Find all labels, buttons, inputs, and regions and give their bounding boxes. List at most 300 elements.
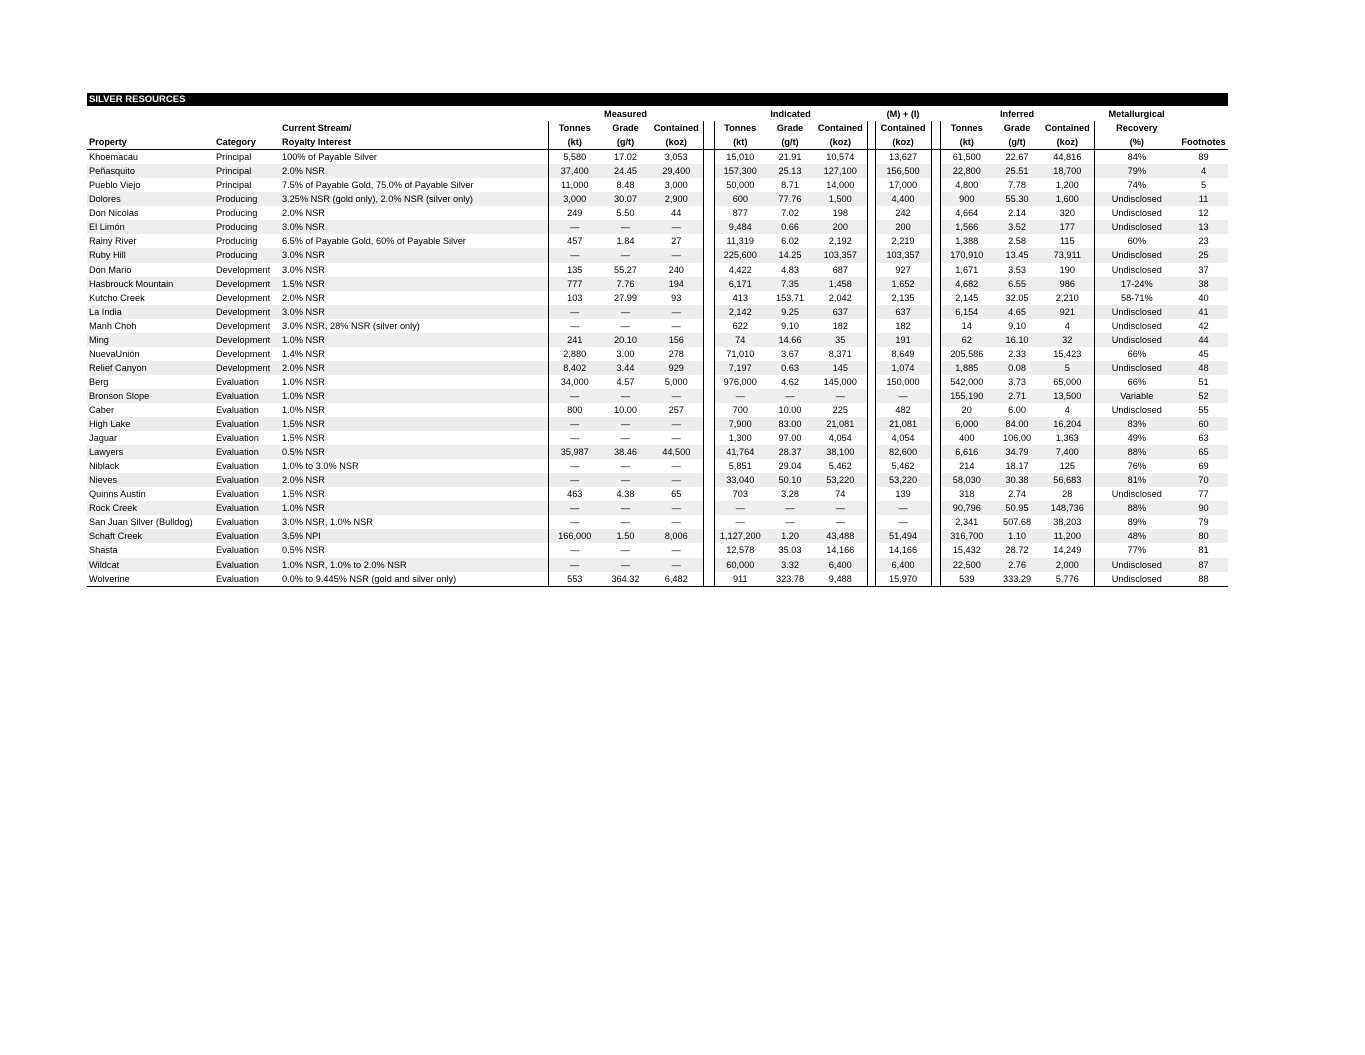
cell-mi-contained: 2,135 <box>875 291 931 305</box>
cell-measured-tonnes: — <box>548 459 601 473</box>
cell-measured-contained: — <box>650 319 703 333</box>
cell-measured-grade: 4.57 <box>616 376 635 387</box>
cell-indicated-contained: 637 <box>814 305 867 319</box>
cell-category: Development <box>216 348 271 359</box>
cell-inferred-contained: 56,683 <box>1041 473 1094 487</box>
cell-inferred-grade: 28.72 <box>1005 545 1029 556</box>
cell-recovery: Undisclosed <box>1094 192 1179 206</box>
cell-category: Evaluation <box>216 376 259 387</box>
cell-category: Development <box>216 320 271 331</box>
cell-mi-contained: 5,462 <box>875 459 931 473</box>
cell-mi-contained: 4,054 <box>875 431 931 445</box>
cell-mi-contained: 2,219 <box>875 234 931 248</box>
cell-mi-contained: 53,220 <box>875 473 931 487</box>
cell-recovery: 49% <box>1127 433 1146 444</box>
cell-footnote: 81 <box>1198 545 1209 556</box>
cell-inferred-contained: 11,200 <box>1041 529 1094 543</box>
cell-recovery: Undisclosed <box>1094 248 1179 262</box>
table-row <box>87 305 1228 319</box>
cell-measured-contained: — <box>650 459 703 473</box>
cell-measured-grade: — <box>601 305 650 319</box>
cell-indicated-grade: 0.66 <box>766 220 814 234</box>
cell-indicated-tonnes: 2,142 <box>714 305 766 319</box>
cell-indicated-tonnes: 157,300 <box>714 164 766 178</box>
cell-indicated-grade: 14.25 <box>766 248 814 262</box>
cell-inferred-contained: 18,700 <box>1041 164 1094 178</box>
cell-indicated-grade: 35.03 <box>778 545 802 556</box>
cell-inferred-tonnes: 22,800 <box>940 164 993 178</box>
cell-inferred-tonnes: 1,885 <box>940 361 993 375</box>
cell-inferred-tonnes: 2,341 <box>940 515 993 529</box>
cell-inferred-tonnes: 214 <box>940 459 993 473</box>
cell-measured-grade: 364.32 <box>601 572 650 587</box>
cell-measured-tonnes: 553 <box>548 572 601 587</box>
cell-footnote: 4 <box>1179 164 1228 178</box>
cell-inferred-contained: 7,400 <box>1041 445 1094 459</box>
cell-measured-contained: 6,482 <box>650 572 703 587</box>
cell-recovery: 84% <box>1127 152 1146 163</box>
cell-measured-tonnes: 34,000 <box>548 375 601 389</box>
cell-footnote: 79 <box>1198 517 1209 528</box>
cell-footnote: 89 <box>1198 152 1209 163</box>
cell-indicated-contained: 14,166 <box>814 543 867 557</box>
cell-inferred-grade: 9.10 <box>1008 320 1026 331</box>
cell-inferred-grade: 55.30 <box>993 192 1041 206</box>
cell-inferred-contained: 148,736 <box>1041 501 1094 515</box>
table-row <box>87 501 1228 515</box>
cell-indicated-grade: 7.02 <box>781 208 799 219</box>
table-row <box>87 515 1228 529</box>
cell-measured-contained: 156 <box>650 333 703 347</box>
header-category: Category <box>214 135 280 150</box>
cell-indicated-grade: 7.35 <box>766 277 814 291</box>
cell-property: Lawyers <box>87 445 214 459</box>
cell-inferred-grade: 16.10 <box>993 333 1041 347</box>
table-row <box>87 375 1228 389</box>
header-indicated-koz: (koz) <box>814 135 867 150</box>
cell-inferred-tonnes: 20 <box>940 403 993 417</box>
cell-footnote: 37 <box>1198 264 1209 275</box>
cell-inferred-contained: 32 <box>1041 333 1094 347</box>
group-indicated: Indicated <box>770 109 811 119</box>
cell-measured-grade: 4.38 <box>616 489 635 500</box>
cell-inferred-contained: 2,000 <box>1041 558 1094 572</box>
cell-indicated-tonnes: 877 <box>714 206 766 220</box>
header-indicated-tonnes: Tonnes <box>714 121 766 135</box>
cell-indicated-contained: 2,042 <box>814 291 867 305</box>
cell-indicated-grade: — <box>766 501 814 515</box>
cell-inferred-contained: 65,000 <box>1041 375 1094 389</box>
cell-measured-grade: — <box>620 320 631 331</box>
cell-property: San Juan Silver (Bulldog) <box>89 517 193 528</box>
cell-measured-tonnes: — <box>548 389 601 403</box>
cell-recovery: 60% <box>1127 236 1146 247</box>
cell-property: La India <box>87 305 214 319</box>
cell-measured-tonnes: 37,400 <box>548 164 601 178</box>
cell-indicated-tonnes: 11,319 <box>714 234 766 248</box>
cell-indicated-tonnes: 976,000 <box>714 375 766 389</box>
table-row <box>87 572 1228 587</box>
cell-inferred-grade: 18.17 <box>1005 461 1029 472</box>
cell-inferred-tonnes: 1,671 <box>940 263 993 277</box>
cell-indicated-contained: 8,371 <box>814 347 867 361</box>
cell-inferred-grade: 13.45 <box>993 248 1041 262</box>
cell-measured-grade: 17.02 <box>614 152 637 163</box>
table-row <box>87 178 1228 192</box>
cell-indicated-tonnes: 74 <box>714 333 766 347</box>
cell-royalty-interest: 1.0% NSR <box>282 376 325 387</box>
cell-measured-tonnes: — <box>548 248 601 262</box>
cell-indicated-tonnes: — <box>714 501 766 515</box>
cell-measured-grade: 5.50 <box>616 208 635 219</box>
cell-indicated-grade: 50.10 <box>766 473 814 487</box>
cell-indicated-grade: 25.13 <box>766 164 814 178</box>
header-row-groups <box>87 107 1228 121</box>
cell-property: Ming <box>87 333 214 347</box>
cell-inferred-contained: 115 <box>1041 234 1094 248</box>
silver-resources-table <box>87 107 1228 587</box>
cell-royalty-interest: 2.0% NSR <box>280 361 548 375</box>
cell-category: Evaluation <box>214 529 280 543</box>
cell-property: NuevaUnión <box>89 348 140 359</box>
cell-footnote: 55 <box>1198 404 1209 415</box>
cell-indicated-contained: — <box>814 389 867 403</box>
cell-recovery: Undisclosed <box>1111 489 1162 500</box>
cell-footnote: 38 <box>1179 277 1228 291</box>
cell-indicated-contained: 6,400 <box>814 558 867 572</box>
cell-measured-tonnes: — <box>548 417 601 431</box>
cell-measured-tonnes: 463 <box>548 487 601 501</box>
cell-measured-contained: 27 <box>650 234 703 248</box>
cell-inferred-contained: 14,249 <box>1041 543 1094 557</box>
cell-property: El Limón <box>87 220 214 234</box>
cell-inferred-contained: 190 <box>1041 263 1094 277</box>
table-row <box>87 558 1228 572</box>
cell-indicated-contained: 35 <box>814 333 867 347</box>
cell-measured-contained: 2,900 <box>650 192 703 206</box>
cell-indicated-tonnes: 622 <box>714 319 766 333</box>
cell-recovery: Undisclosed <box>1094 558 1179 572</box>
cell-royalty-interest: 6.5% of Payable Gold, 60% of Payable Silver <box>282 236 466 247</box>
cell-measured-grade: 24.45 <box>601 164 650 178</box>
cell-property: Jaguar <box>89 433 118 444</box>
cell-indicated-tonnes: 911 <box>714 572 766 587</box>
cell-inferred-contained: 177 <box>1041 220 1094 234</box>
cell-inferred-tonnes: 900 <box>940 192 993 206</box>
cell-indicated-tonnes: 60,000 <box>714 558 766 572</box>
cell-category: Development <box>216 264 271 275</box>
cell-measured-tonnes: — <box>548 319 601 333</box>
cell-indicated-grade: 4.83 <box>781 264 799 275</box>
cell-measured-contained: 3,000 <box>650 178 703 192</box>
cell-measured-contained: — <box>650 515 703 529</box>
cell-mi-contained: 8,649 <box>875 347 931 361</box>
cell-indicated-tonnes: 700 <box>714 403 766 417</box>
cell-indicated-grade: 4.62 <box>781 376 799 387</box>
cell-measured-contained: 8,006 <box>650 529 703 543</box>
cell-indicated-tonnes: 7,197 <box>714 361 766 375</box>
cell-inferred-contained: 1,363 <box>1041 431 1094 445</box>
cell-indicated-contained: — <box>814 515 867 529</box>
cell-indicated-grade: 9.10 <box>781 320 799 331</box>
cell-indicated-tonnes: 15,010 <box>714 150 766 165</box>
cell-recovery: 88% <box>1094 501 1179 515</box>
cell-inferred-contained: 125 <box>1041 459 1094 473</box>
cell-inferred-grade: 4.65 <box>993 305 1041 319</box>
cell-category: Evaluation <box>216 545 259 556</box>
cell-inferred-grade: 25.51 <box>993 164 1041 178</box>
cell-inferred-contained: 1,200 <box>1041 178 1094 192</box>
cell-indicated-tonnes: 9,484 <box>714 220 766 234</box>
group-inferred: Inferred <box>999 109 1035 119</box>
cell-mi-contained: 191 <box>875 333 931 347</box>
cell-inferred-tonnes: 4,800 <box>940 178 993 192</box>
header-measured-contained: Contained <box>650 121 703 135</box>
cell-royalty-interest: 2.0% NSR <box>280 164 548 178</box>
cell-measured-tonnes: 103 <box>548 291 601 305</box>
cell-indicated-grade: 21.91 <box>778 152 802 163</box>
cell-footnote: 25 <box>1179 248 1228 262</box>
cell-indicated-tonnes: 600 <box>714 192 766 206</box>
cell-inferred-tonnes: 4,682 <box>940 277 993 291</box>
cell-indicated-contained: 1,500 <box>814 192 867 206</box>
cell-footnote: 48 <box>1179 361 1228 375</box>
cell-measured-tonnes: 166,000 <box>548 529 601 543</box>
header-measured-gt: (g/t) <box>601 135 650 150</box>
cell-inferred-grade: 30.38 <box>993 473 1041 487</box>
cell-indicated-grade: — <box>766 389 814 403</box>
cell-inferred-tonnes: 22,500 <box>940 558 993 572</box>
cell-inferred-grade: 22.67 <box>1005 152 1029 163</box>
table-row <box>87 248 1228 262</box>
cell-footnote: 51 <box>1198 376 1209 387</box>
cell-royalty-interest: 1.0% NSR <box>280 389 548 403</box>
cell-measured-grade: 30.07 <box>601 192 650 206</box>
cell-inferred-grade: 2.76 <box>993 558 1041 572</box>
cell-property: High Lake <box>87 417 214 431</box>
cell-category: Producing <box>216 208 258 219</box>
cell-indicated-contained: 225 <box>814 403 867 417</box>
header-inferred-koz: (koz) <box>1041 135 1094 150</box>
cell-indicated-tonnes: 12,578 <box>714 543 766 557</box>
cell-inferred-contained: 4 <box>1041 319 1094 333</box>
cell-royalty-interest: 1.4% NSR <box>282 348 325 359</box>
cell-category: Evaluation <box>214 501 280 515</box>
table-row <box>87 431 1228 445</box>
cell-measured-contained: — <box>650 558 703 572</box>
cell-indicated-contained: 1,458 <box>814 277 867 291</box>
cell-inferred-tonnes: 62 <box>940 333 993 347</box>
cell-category: Producing <box>214 192 280 206</box>
cell-mi-contained: 242 <box>875 206 931 220</box>
cell-recovery: Undisclosed <box>1094 361 1179 375</box>
cell-measured-contained: — <box>650 248 703 262</box>
cell-category: Development <box>214 333 280 347</box>
header-recovery: Recovery <box>1116 123 1158 134</box>
cell-footnote: 45 <box>1198 348 1209 359</box>
cell-royalty-interest: 1.5% NSR <box>282 433 325 444</box>
table-row <box>87 333 1228 347</box>
cell-measured-tonnes: 800 <box>548 403 601 417</box>
cell-measured-grade: — <box>620 517 631 528</box>
cell-category: Development <box>214 305 280 319</box>
cell-category: Producing <box>214 220 280 234</box>
cell-indicated-contained: 43,488 <box>814 529 867 543</box>
cell-inferred-contained: 5 <box>1041 361 1094 375</box>
cell-measured-tonnes: 11,000 <box>548 178 601 192</box>
cell-inferred-tonnes: 90,796 <box>940 501 993 515</box>
header-indicated-contained: Contained <box>814 121 867 135</box>
cell-recovery: 81% <box>1094 473 1179 487</box>
table-row <box>87 543 1228 557</box>
cell-measured-contained: 240 <box>650 263 703 277</box>
cell-footnote: 41 <box>1179 305 1228 319</box>
cell-inferred-tonnes: 318 <box>940 487 993 501</box>
cell-inferred-grade: 1.10 <box>993 529 1041 543</box>
cell-inferred-grade: 50.95 <box>993 501 1041 515</box>
cell-mi-contained: 156,500 <box>875 164 931 178</box>
table-row <box>87 417 1228 431</box>
cell-inferred-tonnes: 400 <box>940 431 993 445</box>
cell-category: Evaluation <box>214 572 280 587</box>
cell-inferred-grade: 34.79 <box>993 445 1041 459</box>
cell-royalty-interest: 100% of Payable Silver <box>282 152 377 163</box>
cell-measured-contained: — <box>650 305 703 319</box>
cell-property: Khoemacau <box>89 152 139 163</box>
cell-indicated-contained: 127,100 <box>814 164 867 178</box>
cell-measured-grade: — <box>601 558 650 572</box>
cell-measured-contained: 5,000 <box>650 375 703 389</box>
cell-recovery: Variable <box>1094 389 1179 403</box>
cell-mi-contained: 15,970 <box>875 572 931 587</box>
table-row <box>87 319 1228 333</box>
cell-royalty-interest: 3.0% NSR <box>280 305 548 319</box>
cell-property: Berg <box>89 376 109 387</box>
header-measured-tonnes: Tonnes <box>548 121 601 135</box>
cell-mi-contained: 927 <box>875 263 931 277</box>
table-row <box>87 445 1228 459</box>
cell-royalty-interest: 0.5% NSR <box>280 445 548 459</box>
cell-inferred-grade: 6.00 <box>1008 404 1026 415</box>
cell-measured-grade: — <box>601 389 650 403</box>
cell-indicated-grade: — <box>785 517 795 528</box>
cell-inferred-grade: 3.52 <box>993 220 1041 234</box>
cell-measured-contained: — <box>650 431 703 445</box>
cell-indicated-grade: 3.28 <box>781 489 799 500</box>
cell-recovery: 66% <box>1127 376 1146 387</box>
header-indicated-kt: (kt) <box>714 135 766 150</box>
cell-recovery: 58-71% <box>1120 292 1153 303</box>
cell-indicated-contained: 4,054 <box>814 431 867 445</box>
cell-royalty-interest: 1.0% NSR <box>282 404 325 415</box>
table-row <box>87 277 1228 291</box>
cell-indicated-tonnes: 71,010 <box>714 347 766 361</box>
cell-measured-tonnes: 35,987 <box>548 445 601 459</box>
cell-inferred-tonnes: 1,388 <box>940 234 993 248</box>
cell-royalty-interest: 7.5% of Payable Gold, 75.0% of Payable Silver <box>282 180 474 191</box>
cell-indicated-grade: 9.25 <box>766 305 814 319</box>
cell-inferred-contained: 986 <box>1041 277 1094 291</box>
header-inferred-gt: (g/t) <box>993 135 1041 150</box>
header-footnotes: Footnotes <box>1179 135 1228 150</box>
cell-property: Rock Creek <box>87 501 214 515</box>
cell-indicated-tonnes: 6,171 <box>714 277 766 291</box>
cell-indicated-contained: 21,081 <box>814 417 867 431</box>
cell-measured-contained: 929 <box>650 361 703 375</box>
cell-indicated-tonnes: 4,422 <box>714 263 766 277</box>
cell-inferred-grade: 2.74 <box>1008 489 1026 500</box>
cell-property: Kutcho Creek <box>89 292 145 303</box>
cell-measured-tonnes: — <box>548 501 601 515</box>
cell-indicated-grade: 77.76 <box>766 192 814 206</box>
header-row-labels <box>87 121 1228 135</box>
cell-royalty-interest: 3.0% NSR <box>282 264 325 275</box>
cell-measured-tonnes: 5,580 <box>548 150 601 165</box>
cell-measured-grade: — <box>601 417 650 431</box>
cell-inferred-tonnes: 14 <box>940 319 993 333</box>
cell-inferred-grade: 32.05 <box>1005 292 1029 303</box>
cell-measured-tonnes: 457 <box>548 234 601 248</box>
cell-footnote: 77 <box>1198 489 1209 500</box>
cell-mi-contained: 21,081 <box>875 417 931 431</box>
cell-measured-tonnes: — <box>548 515 601 529</box>
cell-property: Caber <box>89 404 115 415</box>
cell-recovery: 89% <box>1127 517 1146 528</box>
cell-property: Wolverine <box>87 572 214 587</box>
cell-inferred-contained: 44,816 <box>1041 150 1094 165</box>
cell-inferred-grade: 106.00 <box>1002 433 1032 444</box>
cell-indicated-contained: 2,192 <box>814 234 867 248</box>
cell-inferred-tonnes: 542,000 <box>940 375 993 389</box>
table-body <box>87 150 1228 586</box>
cell-mi-contained: — <box>875 515 931 529</box>
cell-royalty-interest: 2.0% NSR <box>282 208 325 219</box>
cell-property: Hasbrouck Mountain <box>87 277 214 291</box>
cell-inferred-tonnes: 155,190 <box>940 389 993 403</box>
cell-footnote: 69 <box>1198 461 1209 472</box>
table-row <box>87 291 1228 305</box>
cell-measured-grade: — <box>601 473 650 487</box>
cell-inferred-grade: 3.53 <box>1008 264 1026 275</box>
cell-inferred-contained: 28 <box>1041 487 1094 501</box>
cell-footnote: 60 <box>1179 417 1228 431</box>
cell-inferred-grade: 2.71 <box>993 389 1041 403</box>
cell-mi-contained: 139 <box>875 487 931 501</box>
cell-royalty-interest: 1.0% NSR <box>280 501 548 515</box>
cell-measured-grade: 10.00 <box>614 404 637 415</box>
cell-category: Evaluation <box>214 558 280 572</box>
cell-inferred-tonnes: 58,030 <box>940 473 993 487</box>
cell-indicated-grade: 83.00 <box>766 417 814 431</box>
cell-measured-contained: — <box>650 543 703 557</box>
header-indicated-grade: Grade <box>776 123 804 134</box>
cell-property: Ruby Hill <box>87 248 214 262</box>
cell-indicated-contained: 200 <box>814 220 867 234</box>
cell-category: Principal <box>214 164 280 178</box>
cell-mi-contained: 150,000 <box>875 375 931 389</box>
cell-measured-grade: — <box>601 501 650 515</box>
cell-measured-grade: 7.76 <box>601 277 650 291</box>
cell-recovery: 79% <box>1094 164 1179 178</box>
cell-recovery: Undisclosed <box>1094 333 1179 347</box>
cell-category: Producing <box>216 236 258 247</box>
header-inferred-contained: Contained <box>1041 121 1094 135</box>
cell-measured-tonnes: — <box>548 305 601 319</box>
cell-mi-contained: 200 <box>875 220 931 234</box>
cell-inferred-tonnes: 6,616 <box>940 445 993 459</box>
header-inferred-kt: (kt) <box>940 135 993 150</box>
cell-royalty-interest: 3.25% NSR (gold only), 2.0% NSR (silver only) <box>280 192 548 206</box>
